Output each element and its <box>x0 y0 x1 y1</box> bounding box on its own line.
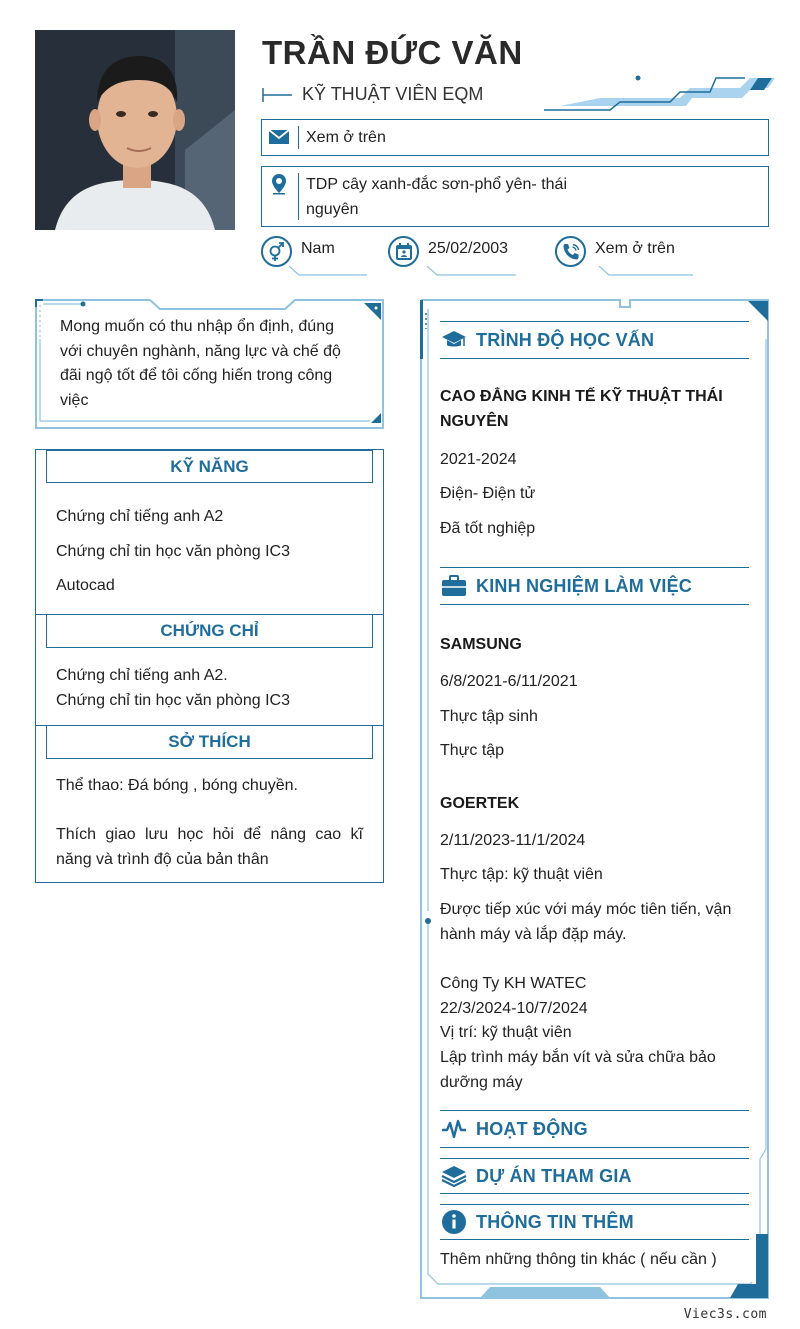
company-name: GOERTEK <box>440 795 520 812</box>
objective-text: Mong muốn có thu nhập ổn định, đúng với chuyên nghành, năng lực và chế độ đãi ngộ tốt để tôi cống hiến trong công việc <box>60 318 341 409</box>
education-title: TRÌNH ĐỘ HỌC VẤN <box>476 329 655 350</box>
info-icon <box>440 1209 468 1235</box>
phone-value: Xem ở trên <box>595 240 675 257</box>
email-box <box>261 119 769 156</box>
job-position: Thực tập sinh <box>440 708 538 725</box>
location-pin-icon <box>268 173 290 195</box>
skill-item: Chứng chỉ tin học văn phòng IC3 <box>56 542 290 560</box>
job-description: Được tiếp xúc với máy móc tiên tiến, vận hành máy và lắp đặp máy. <box>440 901 732 943</box>
underline-decoration <box>289 266 367 276</box>
certificates-section <box>35 614 384 726</box>
activities-header <box>440 1110 749 1148</box>
projects-title: DỰ ÁN THAM GIA <box>476 1165 632 1186</box>
hobbies-text <box>36 759 383 882</box>
email-value: Xem ở trên <box>306 129 386 146</box>
extra-experience-line: Lập trình máy bắn vít và sửa chữa bảo dưỡng máy <box>440 1049 716 1091</box>
certificate-item: Chứng chỉ tiếng anh A2. <box>56 667 228 684</box>
address-value: TDP cây xanh-đắc sơn-phổ yên- thái nguyên <box>306 176 567 218</box>
education-status: Đã tốt nghiệp <box>440 520 536 537</box>
job-period: 2/11/2023-11/1/2024 <box>440 832 586 849</box>
layers-icon <box>440 1163 468 1189</box>
additional-info-text: Thêm những thông tin khác ( nếu cần ) <box>440 1251 717 1268</box>
career-objective <box>35 299 384 429</box>
skill-item: Chứng chỉ tiếng anh A2 <box>56 508 224 525</box>
brand-watermark: Viec3s.com <box>683 1307 767 1322</box>
extra-experience-line: Vị trí: kỹ thuật viên <box>440 1024 572 1041</box>
activities-title: HOẠT ĐỘNG <box>476 1118 588 1139</box>
left-column <box>35 449 384 883</box>
hobbies-section <box>35 725 384 883</box>
header-decoration <box>540 72 775 114</box>
education-major: Điện- Điện tử <box>440 485 536 502</box>
underline-decoration <box>416 266 516 276</box>
certificates-list <box>36 648 383 725</box>
job-position: Thực tập: kỹ thuật viên <box>440 866 603 883</box>
hobby-line: Thể thao: Đá bóng , bóng chuyền. <box>56 777 298 794</box>
education-period: 2021-2024 <box>440 451 517 468</box>
address-box <box>261 166 769 227</box>
extra-experience-line: Công Ty KH WATEC <box>440 975 587 992</box>
email-icon <box>268 126 290 148</box>
certificate-item: Chứng chỉ tin học văn phòng IC3 <box>56 691 290 709</box>
underline-decoration <box>583 266 693 276</box>
extra-experience-line: 22/3/2024-10/7/2024 <box>440 1000 588 1017</box>
job-description: Thực tập <box>440 742 505 759</box>
additional-info-title: THÔNG TIN THÊM <box>476 1211 634 1232</box>
graduation-cap-icon <box>440 327 468 353</box>
job-period: 6/8/2021-6/11/2021 <box>440 673 578 690</box>
phone-icon <box>555 236 586 267</box>
skills-list <box>36 483 383 614</box>
hobbies-title: SỞ THÍCH <box>46 726 373 759</box>
gender-icon <box>261 236 292 267</box>
projects-header <box>440 1158 749 1194</box>
briefcase-icon <box>440 573 468 599</box>
calendar-icon <box>388 236 419 267</box>
skills-section <box>35 449 384 615</box>
skill-item: Autocad <box>56 577 115 594</box>
job-title: KỸ THUẬT VIÊN EQM <box>302 84 484 104</box>
divider <box>298 126 299 149</box>
gender-value: Nam <box>301 240 335 257</box>
school-name: CAO ĐẲNG KINH TẾ KỸ THUẬT THÁI NGUYÊN <box>440 388 723 430</box>
experience-header <box>440 567 749 605</box>
right-panel <box>420 299 769 1299</box>
birthday-value: 25/02/2003 <box>428 240 509 257</box>
profile-photo <box>35 30 235 230</box>
skills-title: KỸ NĂNG <box>46 450 373 483</box>
pulse-icon <box>440 1116 468 1142</box>
title-line-icon <box>262 86 292 104</box>
divider <box>298 173 299 220</box>
company-name: SAMSUNG <box>440 636 522 653</box>
candidate-name: TRẦN ĐỨC VĂN <box>262 34 523 71</box>
education-header <box>440 321 749 359</box>
additional-info-header <box>440 1204 749 1240</box>
hobby-line: Thích giao lưu học hỏi để nâng cao kĩ năng và trình độ của bản thân <box>56 826 363 868</box>
experience-title: KINH NGHIỆM LÀM VIỆC <box>476 575 693 596</box>
certificates-title: CHỨNG CHỈ <box>46 615 373 648</box>
